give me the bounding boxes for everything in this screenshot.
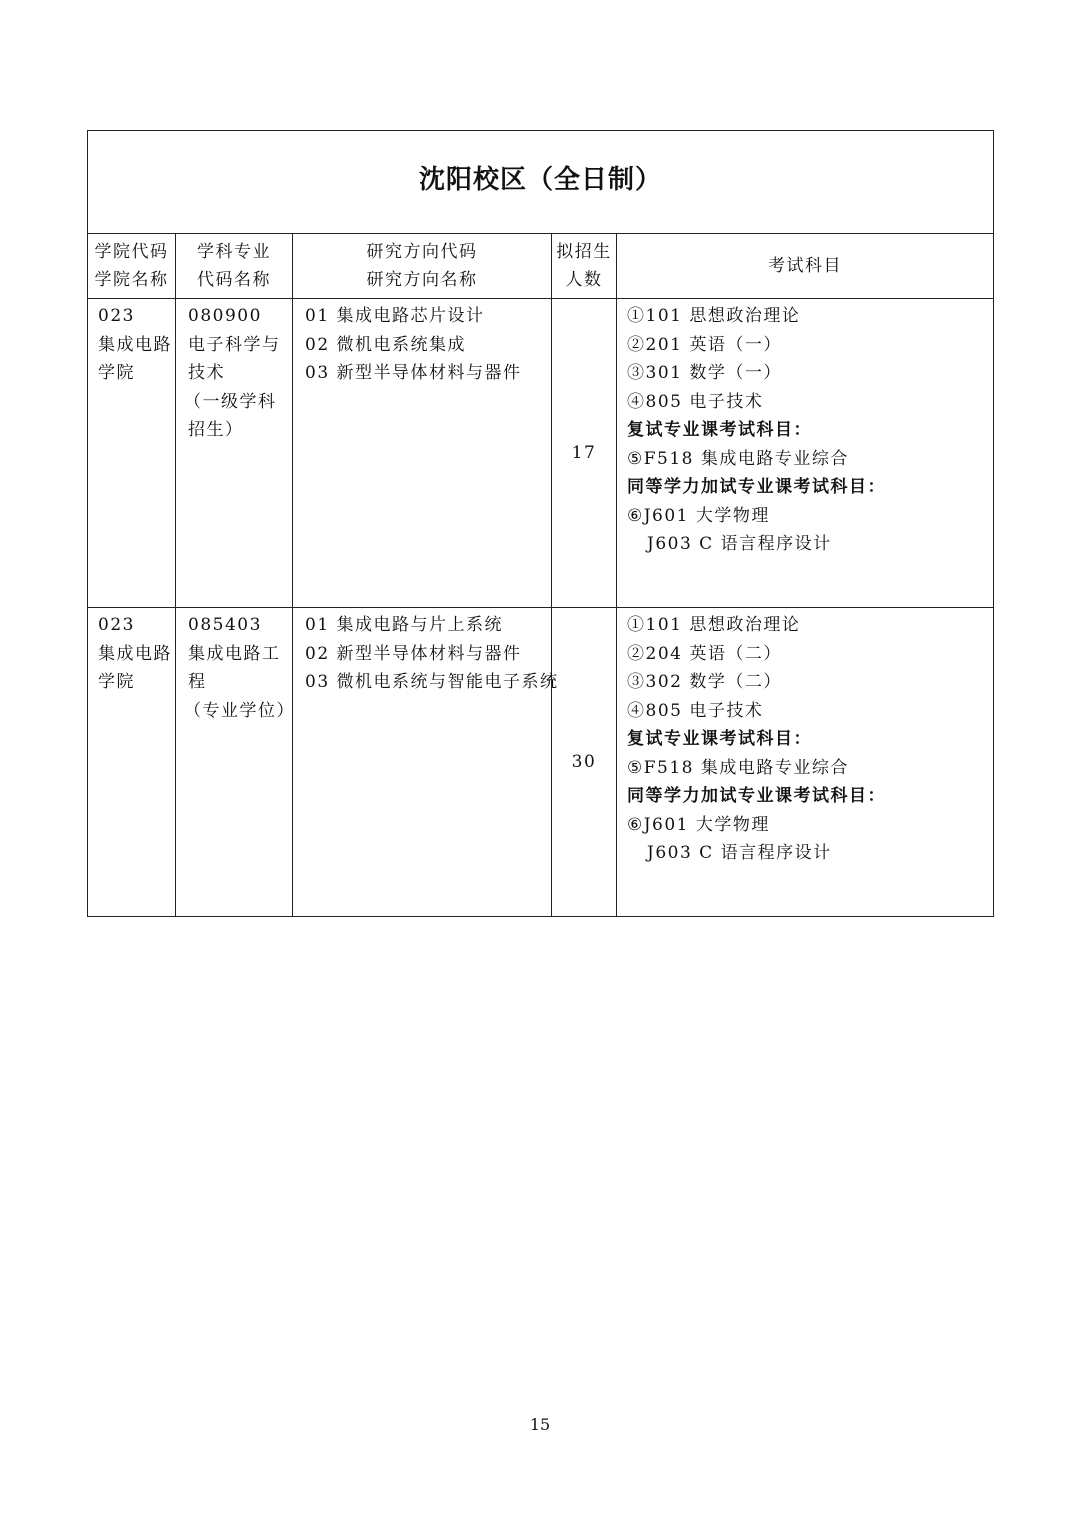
header-college-code: 学院代码: [94, 242, 169, 262]
direction-item: 02 新型半导体材料与器件: [305, 643, 522, 664]
exam-item: ①101 思想政治理论: [627, 615, 801, 635]
direction-cell: [293, 299, 552, 608]
header-direction: [293, 234, 552, 299]
header-major-line2: 代码名称: [197, 270, 271, 290]
college-name: 学院: [98, 672, 135, 692]
extra-exam-item: J603 C 语言程序设计: [647, 843, 832, 863]
exam-item: ①101 思想政治理论: [627, 306, 801, 326]
exam-item: ②201 英语（一）: [627, 334, 782, 355]
major-cell: [176, 608, 293, 917]
extra-exam-item: ⑥J601 大学物理: [627, 814, 770, 835]
header-major-line1: 学科专业: [197, 242, 271, 262]
page-number: 15: [529, 1415, 551, 1434]
header-row: [88, 234, 994, 299]
college-name: 集成电路: [98, 334, 172, 355]
extra-exam-item: J603 C 语言程序设计: [647, 534, 832, 554]
exam-cell: [617, 299, 994, 608]
extra-exam-label: 同等学力加试专业课考试科目：: [627, 477, 886, 497]
major-name: 技术: [188, 363, 225, 383]
table-row: [88, 299, 994, 608]
college-code: 023: [98, 615, 135, 635]
direction-item: 01 集成电路芯片设计: [305, 306, 485, 326]
retest-label: 复试专业课考试科目：: [627, 420, 812, 440]
extra-exam-item: ⑥J601 大学物理: [627, 505, 770, 526]
retest-item: ⑤F518 集成电路专业综合: [627, 448, 849, 469]
college-name: 集成电路: [98, 643, 172, 664]
header-college-name: 学院名称: [94, 270, 169, 290]
direction-item: 03 微机电系统与智能电子系统: [305, 672, 559, 692]
college-name: 学院: [98, 363, 135, 383]
retest-item: ⑤F518 集成电路专业综合: [627, 757, 849, 778]
table-row: [88, 608, 994, 917]
extra-exam-label: 同等学力加试专业课考试科目：: [627, 786, 886, 806]
major-note: （专业学位）: [184, 700, 295, 721]
exam-cell: [617, 608, 994, 917]
table-title-cell: [88, 131, 994, 234]
header-exam-label: 考试科目: [768, 256, 843, 276]
page-title: 沈阳校区（全日制）: [419, 165, 663, 196]
major-name: 电子科学与: [188, 334, 281, 355]
exam-item: ④805 电子技术: [627, 391, 764, 412]
quota-value: 30: [571, 751, 597, 772]
college-code: 023: [98, 306, 135, 326]
quota-value: 17: [571, 442, 597, 463]
exam-item: ③301 数学（一）: [627, 363, 782, 383]
enrollment-table: [87, 130, 994, 917]
direction-item: 03 新型半导体材料与器件: [305, 363, 522, 383]
header-direction-code: 研究方向代码: [366, 242, 478, 262]
header-quota: [552, 234, 617, 299]
major-note: （一级学科: [184, 391, 277, 412]
college-cell: [88, 608, 176, 917]
exam-item: ②204 英语（二）: [627, 643, 782, 664]
header-college: [88, 234, 176, 299]
direction-item: 02 微机电系统集成: [305, 334, 467, 355]
direction-item: 01 集成电路与片上系统: [305, 615, 504, 635]
college-cell: [88, 299, 176, 608]
header-quota-line2: 人数: [565, 270, 603, 290]
header-quota-line1: 拟招生: [556, 242, 612, 262]
major-code: 085403: [188, 615, 262, 635]
quota-cell: [552, 608, 617, 917]
quota-cell: [552, 299, 617, 608]
major-name: 集成电路工: [188, 643, 281, 664]
header-exam: [617, 234, 994, 299]
header-major: [176, 234, 293, 299]
major-code: 080900: [188, 306, 262, 326]
exam-item: ③302 数学（二）: [627, 672, 782, 692]
header-direction-name: 研究方向名称: [366, 270, 478, 290]
retest-label: 复试专业课考试科目：: [627, 729, 812, 749]
major-name: 程: [188, 672, 207, 692]
major-cell: [176, 299, 293, 608]
major-note: 招生）: [188, 420, 244, 440]
direction-cell: [293, 608, 559, 917]
exam-item: ④805 电子技术: [627, 700, 764, 721]
